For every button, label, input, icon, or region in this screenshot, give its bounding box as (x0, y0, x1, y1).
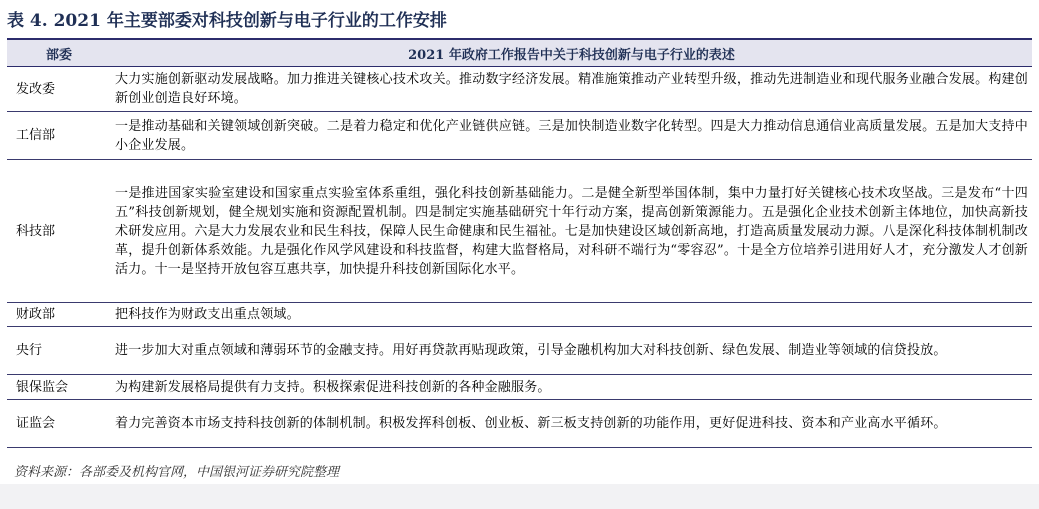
table-row (7, 327, 1032, 375)
table-row (7, 375, 1032, 400)
table-title: 表 4. 2021 年主要部委对科技创新与电子行业的工作安排 (7, 11, 447, 31)
desc-cell: 为构建新发展格局提供有力支持。积极探索促进科技创新的各种金融服务。 (111, 375, 1032, 400)
table-row (7, 303, 1032, 327)
header-description: 2021 年政府工作报告中关于科技创新与电子行业的表述 (111, 40, 1032, 67)
desc-cell: 进一步加大对重点领域和薄弱环节的金融支持。用好再贷款再贴现政策，引导金融机构加大对科技创新、绿色发展、制造业等领域的信贷投放。 (111, 327, 1032, 375)
table-row (7, 67, 1032, 112)
desc-cell: 一是推动基础和关键领域创新突破。二是着力稳定和优化产业链供应链。三是加快制造业数字化转型。四是大力推动信息通信业高质量发展。五是加大支持中小企业发展。 (111, 112, 1032, 160)
desc-cell: 着力完善资本市场支持科技创新的体制机制。积极发挥科创板、创业板、新三板支持创新的功能作用，更好促进科技、资本和产业高水平循环。 (111, 400, 1032, 448)
desc-cell: 把科技作为财政支出重点领域。 (111, 303, 1032, 327)
footer-band (0, 484, 1039, 509)
table-row (7, 112, 1032, 160)
table-row (7, 400, 1032, 448)
dept-cell: 工信部 (7, 112, 111, 160)
source-note: 资料来源：各部委及机构官网，中国银河证券研究院整理 (14, 465, 340, 480)
table-row (7, 160, 1032, 303)
dept-cell: 财政部 (7, 303, 111, 327)
dept-cell: 央行 (7, 327, 111, 375)
dept-cell: 证监会 (7, 400, 111, 448)
dept-cell: 发改委 (7, 67, 111, 112)
desc-cell: 大力实施创新驱动发展战略。加力推进关键核心技术攻关。推动数字经济发展。精准施策推动产业转型升级，推动先进制造业和现代服务业融合发展。构建创新创业创造良好环境。 (111, 67, 1032, 112)
policy-table (7, 40, 1032, 448)
desc-cell: 一是推进国家实验室建设和国家重点实验室体系重组，强化科技创新基础能力。二是健全新型举国体制，集中力量打好关键核心技术攻坚战。三是发布“十四五”科技创新规划，健全规划实施和资源配置机制。四是制定实施基础研究十年行动方案，提高创新策源能力。五是强化企业技术创新主体地位，加快高新技术研发应用。六是大力发展农业和民生科技，保障人民生命健康和民生福祉。七是加快建设区域创新高地，打造高质量发展动力源。八是深化科技体制机制改革，提升创新体系效能。九是强化作风学风建设和科技监督，构建大监督格局，对科研不端行为“零容忍”。十是全方位培养引进用好人才，充分激发人才创新活力。十一是坚持开放包容互惠共享，加快提升科技创新国际化水平。 (111, 160, 1032, 303)
dept-cell: 银保监会 (7, 375, 111, 400)
header-dept: 部委 (7, 40, 111, 67)
dept-cell: 科技部 (7, 160, 111, 303)
table-header-row (7, 40, 1032, 67)
